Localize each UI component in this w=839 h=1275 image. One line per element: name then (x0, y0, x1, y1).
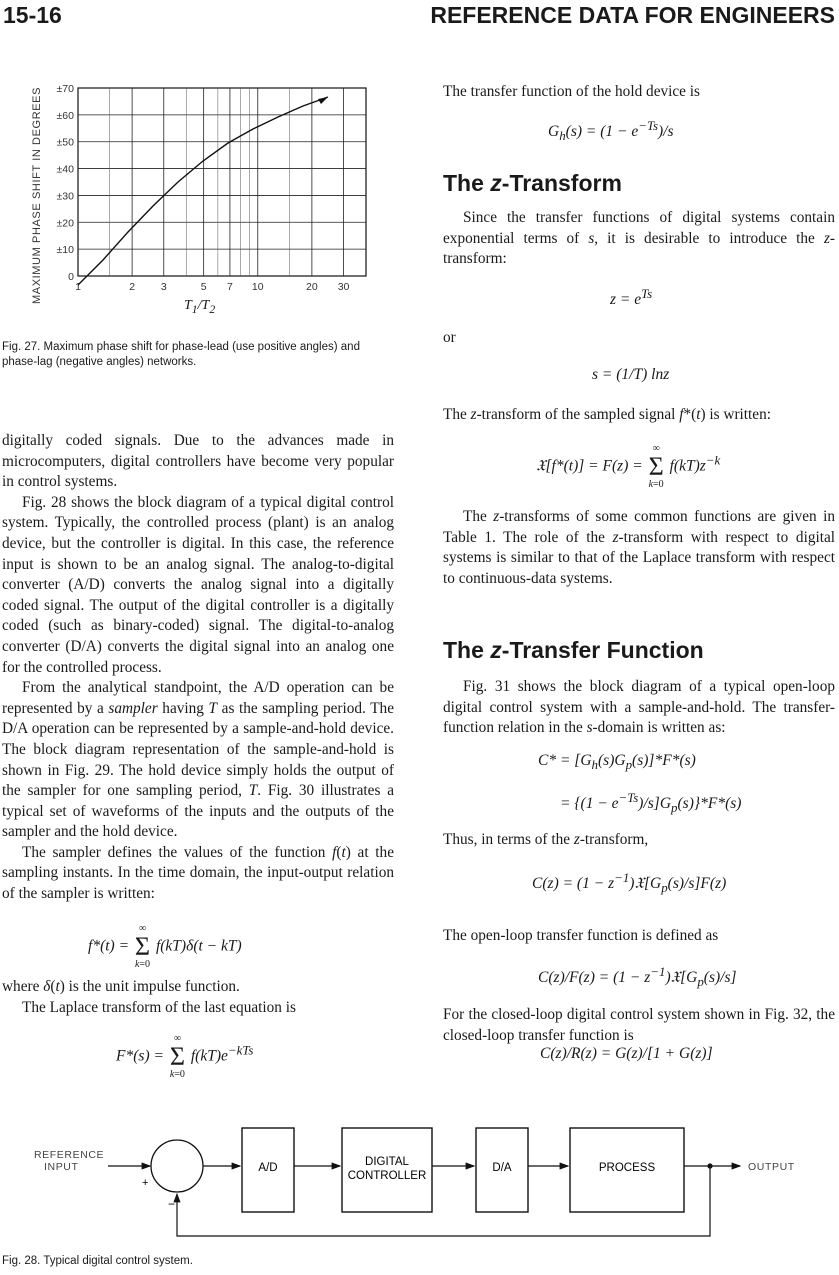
paragraph: The open-loop transfer function is defined as (443, 927, 719, 944)
text-or: or (443, 329, 456, 346)
paragraph: For the closed-loop digital control system shown in Fig. 32, the closed-loop transfer function is (443, 1006, 835, 1044)
fig27-xtick: 20 (306, 281, 318, 293)
equation-z-transform: 𝔛[f*(t)] = F(z) = ∞ Σ k=0 $f(kT)z^{-k}$ (536, 443, 721, 490)
paragraph: digitally coded signals. Due to the advances made in microcomputers, digital controllers have become very popular in control systems. (2, 432, 394, 491)
fig27-caption: Fig. 27. Maximum phase shift for phase-lead (use positive angles) and phase-lag (negative angles) networks. (2, 341, 360, 368)
paragraph-text: Fig. 31 shows the block diagram of a typical open-loop digital control system with a sample-and-hold. The transfer-function relation in the s-domain is written as: (443, 678, 835, 737)
fig27-ytick: ±30 (56, 190, 74, 203)
fig27-ylabel: MAXIMUM PHASE SHIFT IN DEGREES (31, 86, 43, 304)
fig27-yticks (57, 83, 75, 283)
heading-z-transform: The z-Transform (443, 170, 622, 196)
left-column (2, 431, 394, 905)
fig27-ytick: ±60 (56, 109, 74, 122)
paragraph: Thus, in terms of the z-transform, (443, 831, 649, 848)
fig27-xtick: 3 (160, 281, 167, 293)
fig28-caption: Fig. 28. Typical digital control system. (2, 1255, 193, 1267)
paragraph (443, 208, 835, 270)
fig27-xtick: 10 (251, 281, 264, 293)
fig27-ytick: ±20 (56, 217, 74, 230)
fig27-xticks (75, 281, 349, 293)
da-label: D/A (492, 1162, 512, 1174)
equation-laplace: F*(s) = ∞ Σ k=0 $f(kT)e^{-kTs}$ (116, 1033, 254, 1080)
paragraph: The z-transform of the sampled signal f*(t) is written: (443, 406, 771, 423)
paragraph: From the analytical standpoint, the A/D operation can be represented by a sampler having T as the sampling period. The D/A operation can be represented by a sample-and-hold device. The block diagram representation of the sample-and-hold is shown in Fig. 29. The hold device simply holds the output of the sampler for one sampling period, T. Fig. 30 illustrates a typical set of waveforms of the inputs and the outputs of the sampler and the hold device. (2, 679, 395, 841)
fig27-chart (28, 82, 388, 322)
paragraph: Fig. 28 shows the block diagram of a typical digital control system. Typically, the controlled process (plant) is an analog device, but the controller is digital. In this case, the reference input is shown to be an analog signal. The analog-to-digital converter (A/D) converts the analog signal into a digitally coded signal. The output of the digital controller is a digitally coded (such as binary-coded) signal. The digital-to-analog converter (D/A) converts the digital signal into an analog one for the controlled process. (2, 493, 394, 676)
paragraph-text: Since the transfer functions of digital systems contain exponential terms of s, it is desirable to introduce the z-transform: (443, 209, 835, 268)
fig27-ytick: ±10 (56, 244, 74, 257)
fig27-curve (78, 97, 328, 285)
fig27-xlabel: $T_1/T_2$ (184, 298, 216, 316)
process-label: PROCESS (598, 1162, 656, 1174)
page-number: 15-16 (3, 2, 62, 28)
fig28-input-label-2: INPUT (44, 1161, 79, 1173)
equation-c-star: $C* = [G_h(s)G_p(s)]*F*(s)$ (538, 752, 696, 773)
paragraph: where δ(t) is the unit impulse function. (2, 978, 240, 995)
fig27-ytick: ±50 (56, 136, 74, 149)
fig27-xtick: 1 (75, 281, 81, 293)
fig28-diagram (0, 1118, 839, 1250)
equation-sampler: f*(t) = ∞ Σ k=0 f(kT)δ(t − kT) (88, 923, 242, 970)
equation-s-def: s = (1/T) lnz (592, 366, 670, 383)
summing-junction (151, 1140, 203, 1192)
equation-c-star-2: = $\{(1 - e^{-Ts})/s]G_p(s)\}*F*(s)$ (560, 790, 742, 816)
fig27-arrowhead (318, 97, 328, 104)
fig27-xtick: 30 (337, 281, 350, 293)
fig27-grid (78, 88, 366, 276)
paragraph (443, 677, 835, 739)
equation-hold: $G_h(s) = (1 - e^{-Ts})/s$ (548, 118, 674, 144)
ad-label: A/D (258, 1162, 278, 1174)
paragraph-text: The z-transforms of some common functions are given in Table 1. The role of the z-transform with respect to digital systems is similar to that of the Laplace transform with respect to continuous-data systems. (443, 508, 836, 587)
paragraph: The sampler defines the values of the function f(t) at the sampling instants. In the time domain, the input-output relation of the sampler is written: (2, 843, 394, 903)
fig27-ytick: ±70 (56, 83, 74, 95)
fig27-xtick: 7 (227, 281, 233, 293)
fig27-xtick: 2 (129, 281, 136, 293)
fig27-ytick: 0 (68, 271, 74, 283)
running-title: REFERENCE DATA FOR ENGINEERS (430, 2, 835, 28)
equation-closed-loop: C(z)/R(z) = G(z)/[1 + G(z)] (540, 1045, 713, 1062)
fig27-ytick: ±40 (56, 163, 74, 176)
equation-z-def: $z = e^{Ts}$ (610, 286, 653, 309)
controller-label-2: CONTROLLER (347, 1170, 427, 1182)
fig28-input-label-1: REFERENCE (34, 1149, 105, 1161)
controller-label-1: DIGITAL (365, 1156, 409, 1168)
minus-sign: − (168, 1197, 176, 1211)
paragraph: The transfer function of the hold device is (443, 83, 700, 100)
equation-open-loop: $C(z)/F(z) = (1 - z^{-1})𝔛[G_p(s)/s]$ (538, 964, 737, 990)
plus-sign: + (142, 1177, 149, 1189)
output-label: OUTPUT (748, 1161, 795, 1173)
left-column-lower (2, 977, 394, 1018)
paragraph: The Laplace transform of the last equation is (22, 998, 296, 1016)
heading-z-transfer: The z-Transfer Function (443, 637, 704, 663)
fig27-xtick: 5 (200, 281, 207, 293)
paragraph (443, 507, 835, 589)
equation-cz: $C(z) = (1 - z^{-1})𝔛[G_p(s)/s]F(z)$ (532, 870, 727, 896)
